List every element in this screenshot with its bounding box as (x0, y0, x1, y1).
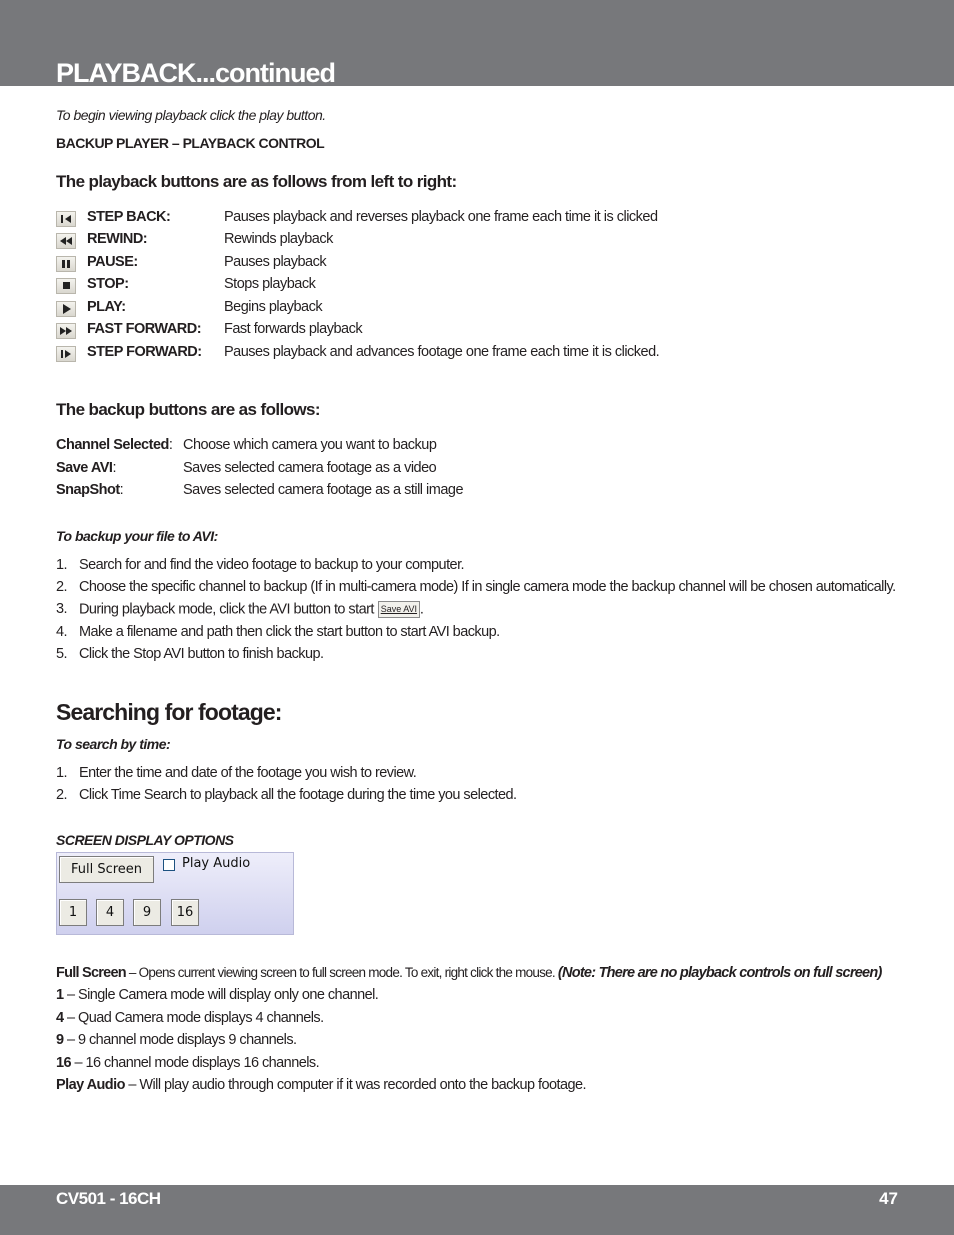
channel-4-button[interactable]: 4 (96, 899, 124, 926)
step-number: 2. (56, 579, 67, 595)
avi-backup-heading: To backup your file to AVI: (56, 528, 218, 544)
step-number: 4. (56, 624, 67, 640)
step-number: 3. (56, 601, 67, 617)
button-description: Pauses playback and reverses playback one frame each time it is clicked (224, 209, 658, 225)
backup-separator: : (112, 460, 116, 476)
playback-row-stop (56, 276, 756, 298)
option-text: – Will play audio through computer if it was recorded onto the backup footage. (124, 1077, 587, 1093)
save-avi-button[interactable]: Save AVI (378, 601, 420, 618)
channel-1-button[interactable]: 1 (59, 899, 87, 926)
backup-separator: : (168, 437, 173, 453)
backup-description: Saves selected camera footage as a video (183, 460, 437, 476)
full-screen-button[interactable]: Full Screen (59, 856, 154, 883)
step-text: Enter the time and date of the footage you wish to review. (79, 765, 417, 781)
step-text-wrapper (79, 601, 423, 618)
screen-display-heading: SCREEN DISPLAY OPTIONS (56, 832, 234, 848)
step-number: 1. (56, 557, 67, 573)
option-1 (56, 987, 378, 1009)
backup-row-snapshot (56, 482, 656, 504)
step-text: During playback mode, click the AVI button to start (79, 601, 374, 618)
intro-text: To begin viewing playback click the play button. (56, 107, 326, 123)
backup-term: Channel Selected (56, 437, 169, 453)
step-number: 1. (56, 765, 67, 781)
fast-forward-icon (56, 323, 76, 339)
step-text: Search for and find the video footage to backup to your computer. (79, 557, 465, 573)
option-text: – Opens current viewing screen to full screen mode. To exit, right click the mouse. (125, 965, 558, 980)
button-description: Fast forwards playback (224, 321, 363, 337)
option-16 (56, 1055, 319, 1077)
section-subhead: BACKUP PLAYER – PLAYBACK CONTROL (56, 135, 325, 151)
button-description: Rewinds playback (224, 231, 333, 247)
footer-model: CV501 - 16CH (56, 1189, 161, 1208)
playback-row-play (56, 299, 756, 321)
option-term: Full Screen (56, 965, 126, 981)
backup-separator: : (119, 482, 124, 498)
step-text: Make a filename and path then click the start button to start AVI backup. (79, 624, 500, 640)
button-label: REWIND: (87, 231, 148, 247)
button-label: STOP: (87, 276, 129, 292)
option-text: – Quad Camera mode displays 4 channels. (63, 1010, 324, 1026)
step-number: 2. (56, 787, 67, 803)
option-term: 9 (56, 1032, 64, 1048)
backup-row-channel-selected (56, 437, 656, 459)
step-forward-icon (56, 346, 76, 362)
option-term: Play Audio (56, 1077, 125, 1093)
button-label: PLAY: (87, 299, 126, 315)
pause-icon (56, 256, 76, 272)
option-text: – Single Camera mode will display only one channel. (63, 987, 379, 1003)
backup-term: SnapShot (56, 482, 120, 498)
step-text: Click Time Search to playback all the footage during the time you selected. (79, 787, 517, 803)
option-9 (56, 1032, 297, 1054)
option-term: 16 (56, 1055, 72, 1071)
option-text: – 9 channel mode displays 9 channels. (63, 1032, 297, 1048)
step-number: 5. (56, 646, 67, 662)
channel-16-button[interactable]: 16 (171, 899, 199, 926)
searching-heading: Searching for footage: (56, 699, 282, 725)
playback-row-rewind (56, 231, 756, 253)
footer-bar (0, 1185, 954, 1235)
playback-buttons-heading: The playback buttons are as follows from left to right: (56, 172, 457, 191)
option-term: 1 (56, 987, 64, 1003)
rewind-icon (56, 233, 76, 249)
button-label: STEP FORWARD: (87, 344, 202, 360)
playback-row-step-forward (56, 344, 756, 366)
playback-row-fast-forward (56, 321, 756, 343)
header-bar (0, 0, 954, 86)
button-label: PAUSE: (87, 254, 138, 270)
button-description: Pauses playback (224, 254, 327, 270)
button-description: Begins playback (224, 299, 323, 315)
option-term: 4 (56, 1010, 64, 1026)
page-number: 47 (879, 1189, 898, 1208)
play-icon (56, 301, 76, 317)
step-text-after: . (419, 601, 424, 618)
backup-term: Save AVI (56, 460, 113, 476)
button-label: STEP BACK: (87, 209, 171, 225)
backup-buttons-heading: The backup buttons are as follows: (56, 400, 320, 419)
option-text: – 16 channel mode displays 16 channels. (71, 1055, 320, 1071)
option-4 (56, 1010, 324, 1032)
option-play-audio (56, 1077, 586, 1099)
play-audio-label[interactable]: Play Audio (182, 856, 251, 871)
search-by-time-heading: To search by time: (56, 736, 171, 752)
screen-display-panel (56, 852, 294, 935)
backup-description: Saves selected camera footage as a still image (183, 482, 464, 498)
playback-row-pause (56, 254, 756, 276)
play-audio-checkbox[interactable] (163, 859, 175, 871)
option-note: (Note: There are no playback controls on full screen) (557, 965, 882, 981)
playback-row-step-back (56, 209, 756, 231)
button-description: Stops playback (224, 276, 316, 292)
option-full-screen (56, 965, 882, 987)
button-label: FAST FORWARD: (87, 321, 202, 337)
backup-row-save-avi (56, 460, 656, 482)
channel-9-button[interactable]: 9 (133, 899, 161, 926)
page-title: PLAYBACK...continued (56, 58, 336, 88)
button-description: Pauses playback and advances footage one frame each time it is clicked. (224, 344, 660, 360)
backup-description: Choose which camera you want to backup (183, 437, 437, 453)
step-back-icon (56, 211, 76, 227)
stop-icon (56, 278, 76, 294)
step-text: Choose the specific channel to backup (If in multi-camera mode) If in single camera mode the backup channel will be chosen automatically. (79, 579, 896, 595)
step-text: Click the Stop AVI button to finish backup. (79, 646, 324, 662)
